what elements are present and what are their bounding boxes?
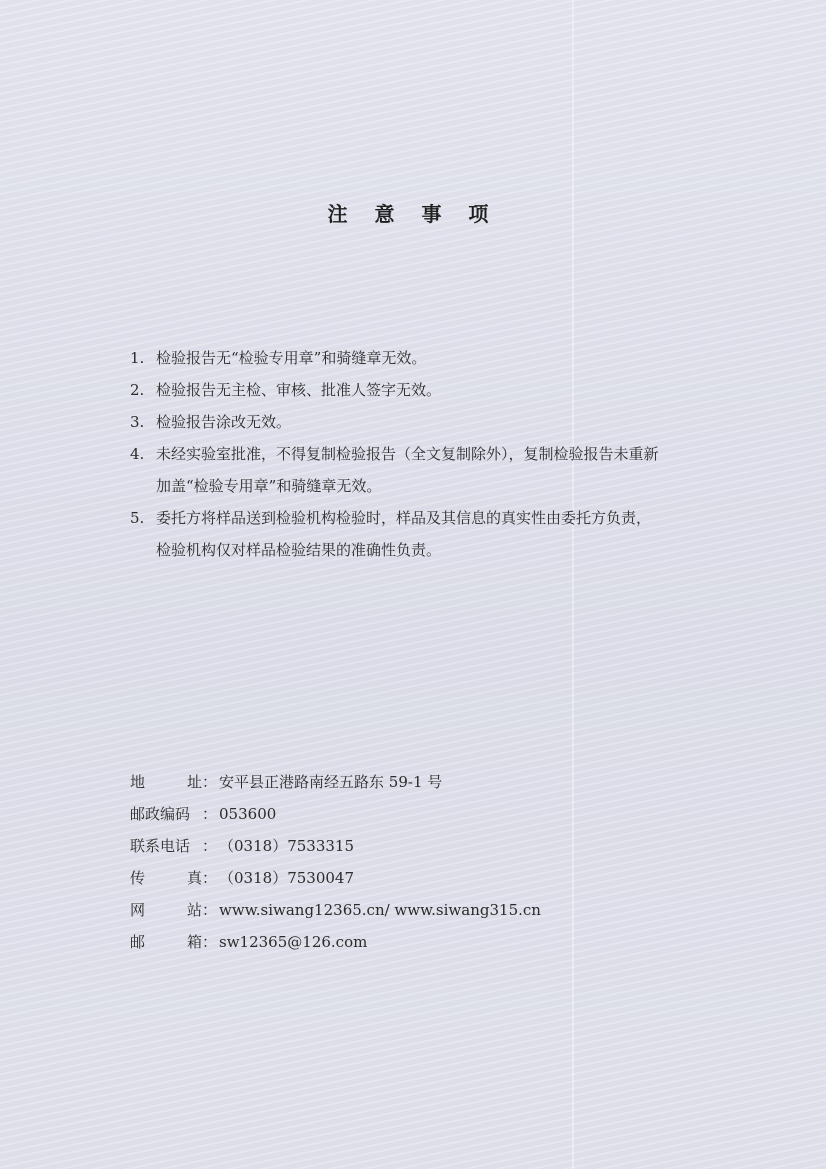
contact-fax (130, 862, 541, 894)
contact-postcode (130, 798, 541, 830)
note-text: 委托方将样品送到检验机构检验时，样品及其信息的真实性由委托方负责， (156, 509, 652, 527)
contact-label: 传 真 (130, 869, 202, 887)
contact-label: 邮 箱 (130, 933, 202, 951)
contact-label: 网 站 (130, 901, 202, 919)
page-fold-line (572, 0, 574, 1169)
note-item-4-cont (130, 470, 730, 502)
note-item-1 (130, 342, 730, 374)
fax-value: （0318）7530047 (219, 869, 354, 887)
note-item-4 (130, 438, 730, 470)
note-number: 5. (130, 509, 145, 527)
note-item-5-cont (130, 534, 730, 566)
note-text: 加盖“检验专用章”和骑缝章无效。 (156, 477, 382, 495)
website-value: www.siwang12365.cn/ www.siwang315.cn (219, 901, 541, 919)
note-number: 4. (130, 445, 145, 463)
email-value: sw12365@126.com (219, 933, 368, 951)
contact-phone (130, 830, 541, 862)
phone-value: （0318）7533315 (219, 837, 354, 855)
page-title: 注 意 事 项 (327, 202, 499, 226)
note-number: 3. (130, 413, 145, 431)
note-number: 1. (130, 349, 145, 367)
note-text: 未经实验室批准，不得复制检验报告（全文复制除外），复制检验报告未重新 (156, 445, 659, 463)
contact-colon: ： (202, 773, 218, 791)
contact-colon: ： (202, 933, 218, 951)
contact-colon: ： (202, 901, 218, 919)
contact-label: 地 址 (130, 773, 202, 791)
note-item-2 (130, 374, 730, 406)
contact-address (130, 766, 541, 798)
contact-label: 邮政编码 (130, 805, 191, 823)
note-text: 检验报告无“检验专用章”和骑缝章无效。 (156, 349, 427, 367)
contact-colon: ： (202, 837, 218, 855)
postcode-value: 053600 (219, 805, 277, 823)
address-value: 安平县正港路南经五路东 59-1 号 (219, 773, 443, 791)
contact-label: 联系电话 (130, 837, 191, 855)
contact-website (130, 894, 541, 926)
note-text: 检验报告无主检、审核、批准人签字无效。 (156, 381, 442, 399)
notes-list (130, 342, 730, 566)
note-item-5 (130, 502, 730, 534)
note-item-3 (130, 406, 730, 438)
contact-colon: ： (202, 805, 218, 823)
note-text: 检验机构仅对样品检验结果的准确性负责。 (156, 541, 442, 559)
contact-info (130, 766, 541, 958)
contact-email (130, 926, 541, 958)
contact-colon: ： (202, 869, 218, 887)
note-number: 2. (130, 381, 145, 399)
note-text: 检验报告涂改无效。 (156, 413, 292, 431)
